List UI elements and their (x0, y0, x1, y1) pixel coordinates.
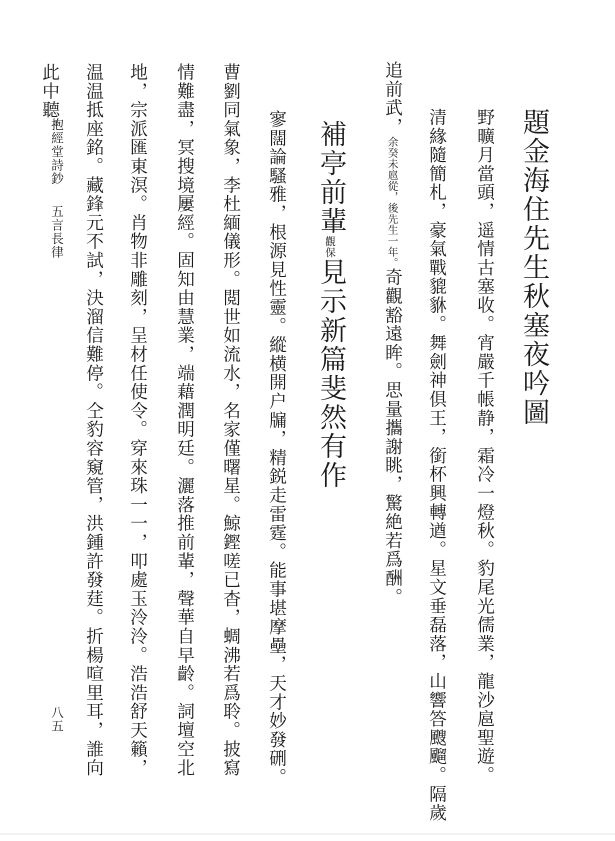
poem2-line-1: 寥闊論騷雅，根源見性靈。縱横開户牖，精鋭走雷霆。能事堪摩壘，天才妙發硎。 (266, 110, 287, 787)
poem2-title (317, 120, 344, 490)
poem1-annotation: 余癸未扈從，後先生一年。 (386, 136, 399, 269)
book-title: 抱經堂詩鈔 (49, 118, 65, 186)
poem2-line-3: 情難盡，冥搜境屢經。固知由慧業，端藉潤明廷。灑落推前輩，聲華自早齡。詞壇空北 (174, 63, 195, 778)
page-number: 八五 (49, 706, 65, 733)
poem2-line-6: 此中聽。 (39, 63, 60, 139)
poem2-title-main: 補亭前輩 (315, 120, 346, 236)
poem2-line-2: 曹劉同氣象，李杜緬儀形。閲世如流水，名家僅曙星。鯨鏗嗟已杳，蜩沸若爲聆。披寫 (220, 63, 241, 778)
poem1-line-2: 清緣隨簡札，豪氣戰貔貅。舞劍神俱王，銜杯興轉遒。星文垂磊落，山響答颼飀。隔歲 (426, 108, 447, 823)
poem2-title-annotation: 觀保 (324, 236, 336, 258)
poem1-line-3-head: 追前武， (382, 61, 403, 137)
poem2-title-rest: 見示新篇斐然有作 (315, 258, 346, 490)
section-name: 五言長律 (49, 205, 65, 259)
poem2-line-5: 温温抵座銘。藏鋒元不試，決溜信難停。仝豹容窺管，洪鍾許發莛。折楊喧里耳，誰向 (83, 63, 104, 778)
poem2-line-4: 地，宗派匯東溟。肖物非雕刻，呈材任使令。穿來珠一一，叩處玉泠泠。浩浩舒天籟， (127, 63, 148, 778)
poem1-title: 題金海住先生秋塞夜吟圖 (518, 108, 549, 427)
poem1-line-3-tail: 奇觀豁遠眸。思量攜謝眺，驚絶若爲酬。 (382, 268, 403, 607)
poem1-line-1: 野曠月當頭，遥情古塞收。宵嚴千帳静，霜冷一燈秋。豹尾光儒業，龍沙扈聖遊。 (474, 108, 495, 785)
poem1-line-3 (383, 61, 401, 607)
scan-edge (0, 833, 615, 835)
